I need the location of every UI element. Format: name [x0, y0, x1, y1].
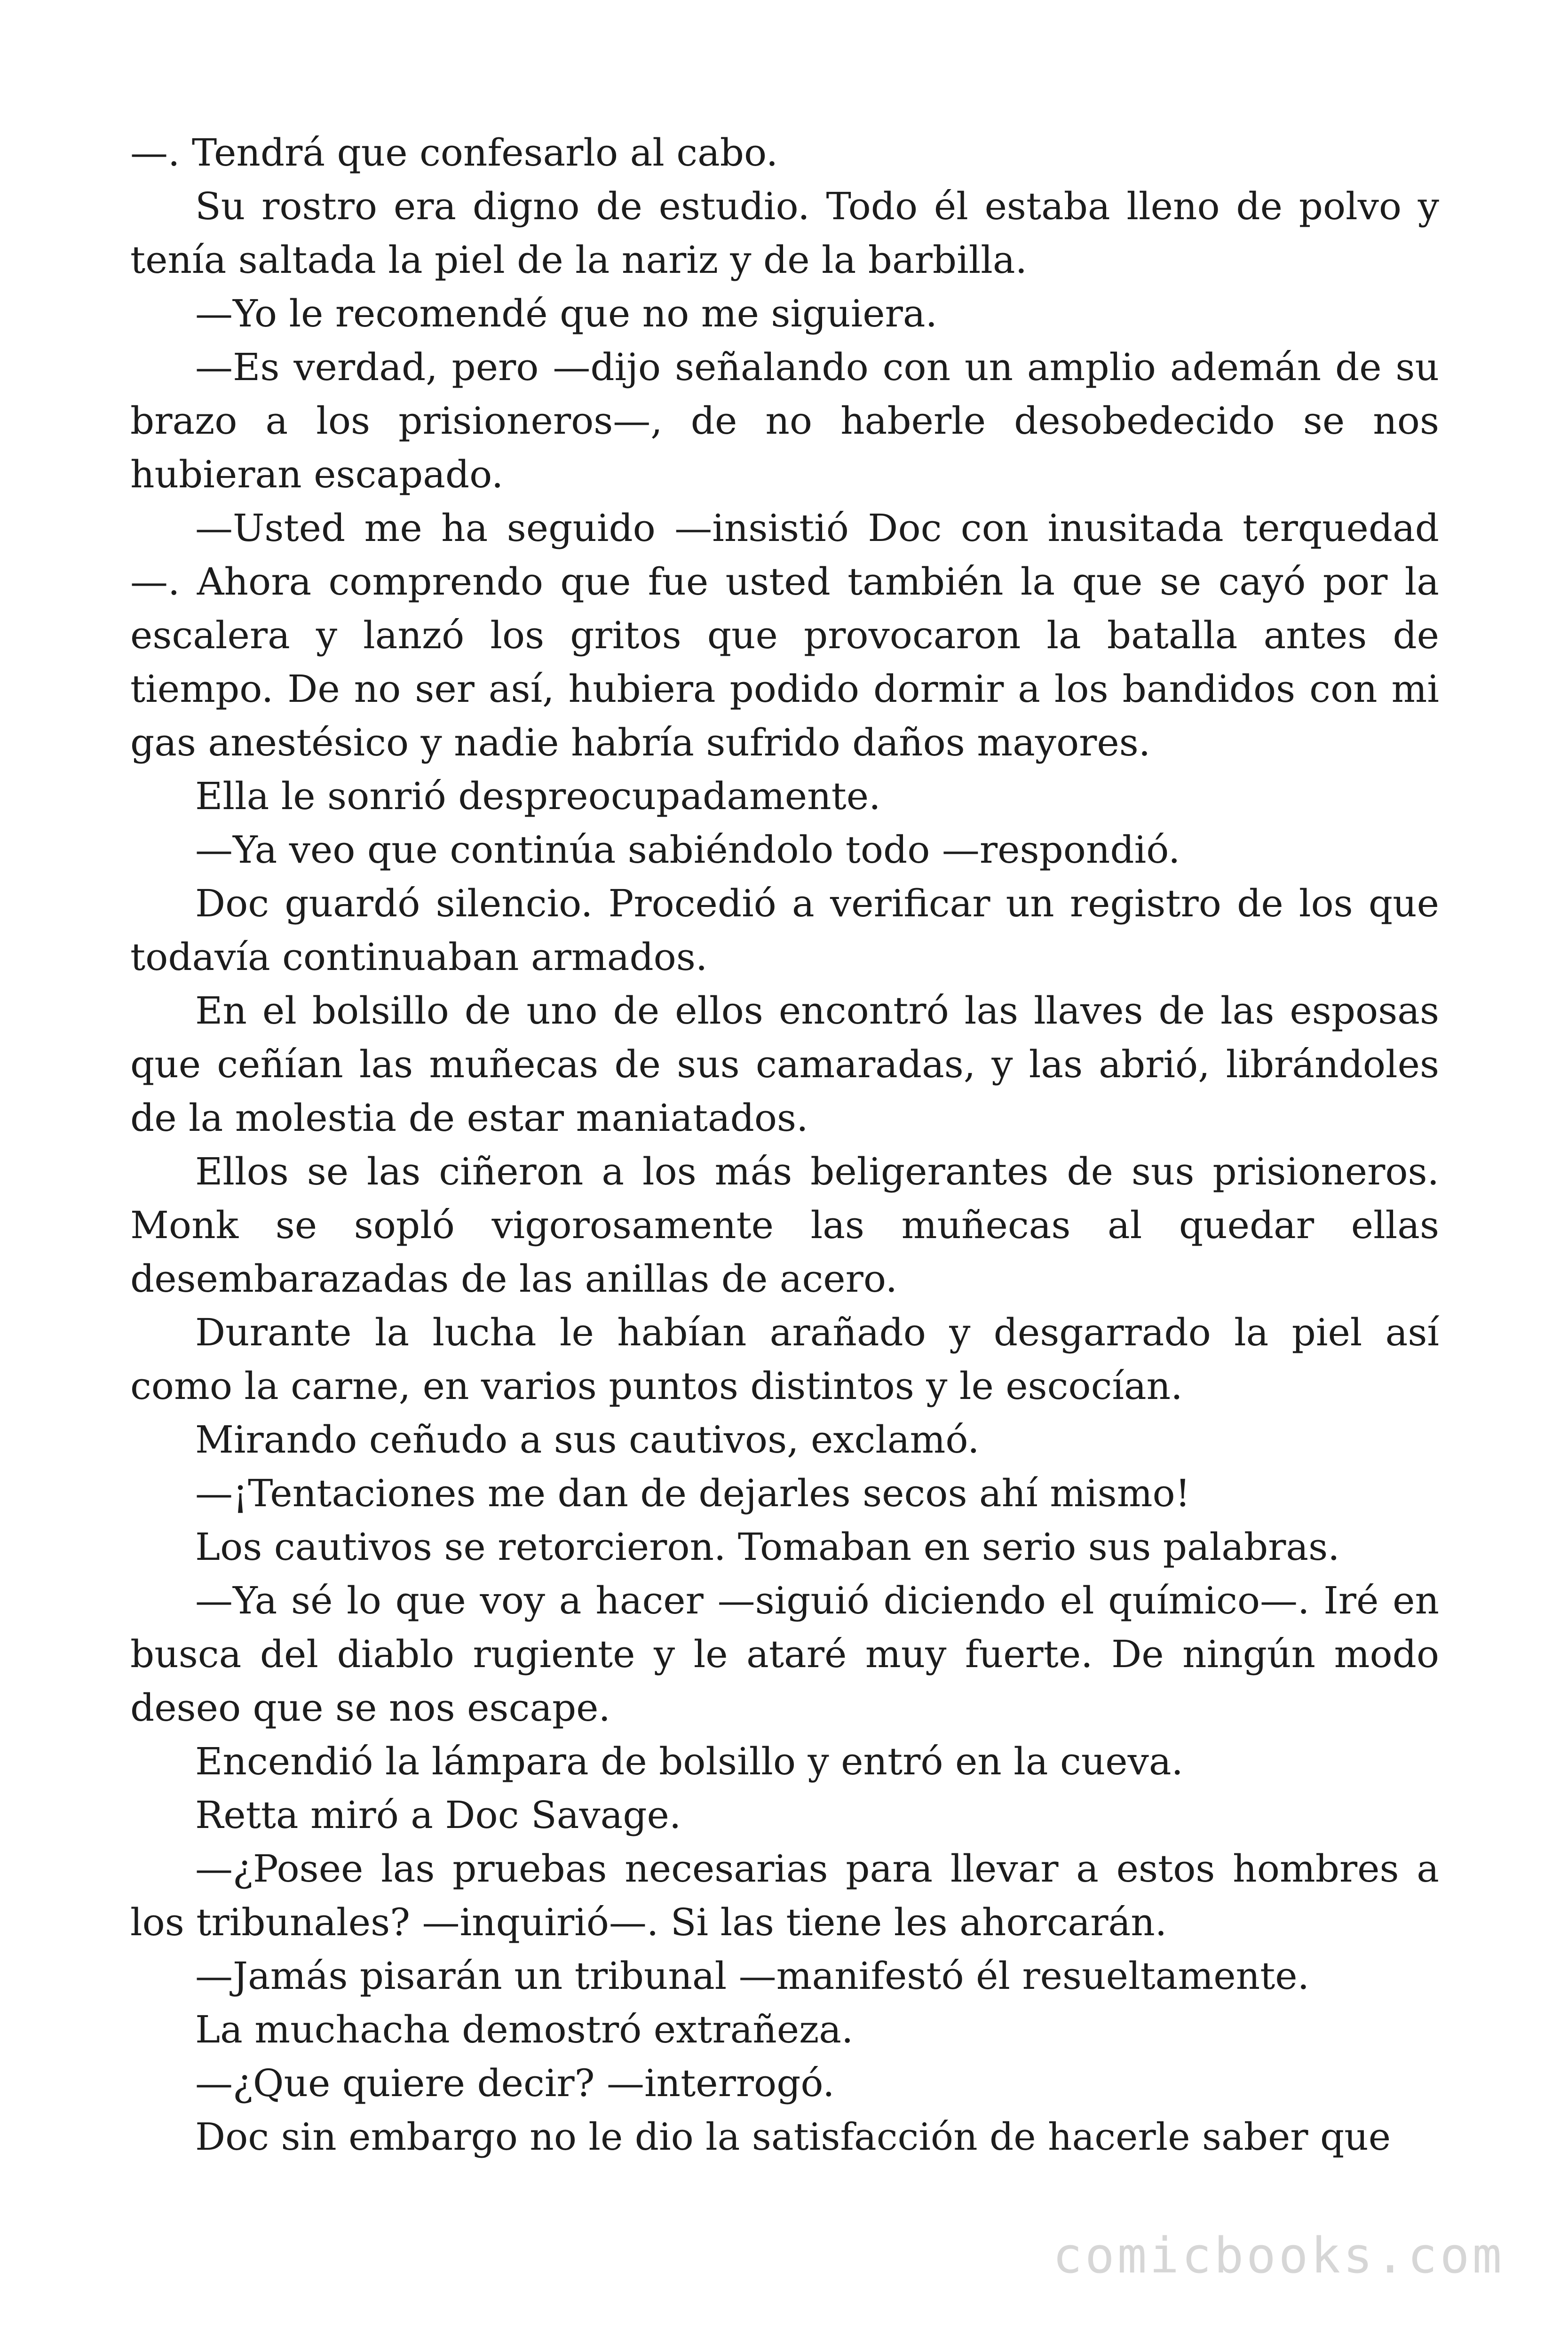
paragraph-18: —¿Posee las pruebas necesarias para llevar a estos hombres a los tribunales? —inquirió—. Si las tiene les ahorcarán.	[130, 1847, 1439, 1944]
paragraph-19: —Jamás pisarán un tribunal —manifestó él resueltamente.	[195, 1954, 1310, 1998]
paragraph-22: Doc sin embargo no le dio la satisfacción de hacerle saber que	[195, 2115, 1391, 2159]
page-body-text	[130, 126, 1439, 2164]
paragraph-10: Ellos se las ciñeron a los más beligerantes de sus prisioneros. Monk se sopló vigorosamente las muñecas al quedar ellas desembarazadas de las anillas de acero.	[130, 1150, 1439, 1301]
paragraph-21: —¿Que quiere decir? —interrogó.	[195, 2061, 835, 2105]
paragraph-5: —Usted me ha seguido —insistió Doc con inusitada terquedad —. Ahora comprendo que fue usted también la que se cayó por la escalera y lanzó los gritos que provocaron la batalla antes de tiempo. De no ser así, hubiera podido dormir a los bandidos con mi gas anestésico y nadie habría sufrido daños mayores.	[130, 506, 1439, 764]
paragraph-3: —Yo le recomendé que no me siguiera.	[195, 292, 938, 335]
watermark-text: comicbooks.com	[1053, 2227, 1505, 2284]
paragraph-9: En el bolsillo de uno de ellos encontró las llaves de las esposas que ceñían las muñecas de sus camaradas, y las abrió, librándoles de la molestia de estar maniatados.	[130, 989, 1439, 1140]
paragraph-13: —¡Tentaciones me dan de dejarles secos ahí mismo!	[195, 1471, 1190, 1515]
paragraph-20: La muchacha demostró extrañeza.	[195, 2008, 854, 2051]
paragraph-16: Encendió la lámpara de bolsillo y entró en la cueva.	[195, 1740, 1183, 1783]
paragraph-8: Doc guardó silencio. Procedió a verificar un registro de los que todavía continuaban armados.	[130, 882, 1439, 979]
paragraph-7: —Ya veo que continúa sabiéndolo todo —respondió.	[195, 828, 1180, 872]
paragraph-14: Los cautivos se retorcieron. Tomaban en serio sus palabras.	[195, 1525, 1340, 1569]
paragraph-15: —Ya sé lo que voy a hacer —siguió diciendo el químico—. Iré en busca del diablo rugiente y le ataré muy fuerte. De ningún modo deseo que se nos escape.	[130, 1579, 1439, 1730]
paragraph-6: Ella le sonrió despreocupadamente.	[195, 774, 881, 818]
paragraph-11: Durante la lucha le habían arañado y desgarrado la piel así como la carne, en varios puntos distintos y le escocían.	[130, 1311, 1439, 1408]
paragraph-12: Mirando ceñudo a sus cautivos, exclamó.	[195, 1418, 980, 1462]
paragraph-2: Su rostro era digno de estudio. Todo él estaba lleno de polvo y tenía saltada la piel de la nariz y de la barbilla.	[130, 184, 1439, 282]
paragraph-17: Retta miró a Doc Savage.	[195, 1793, 681, 1837]
paragraph-4: —Es verdad, pero —dijo señalando con un amplio ademán de su brazo a los prisioneros—, de no haberle desobedecido se nos hubieran escapado.	[130, 345, 1439, 496]
paragraph-1: —. Tendrá que confesarlo al cabo.	[130, 131, 778, 175]
